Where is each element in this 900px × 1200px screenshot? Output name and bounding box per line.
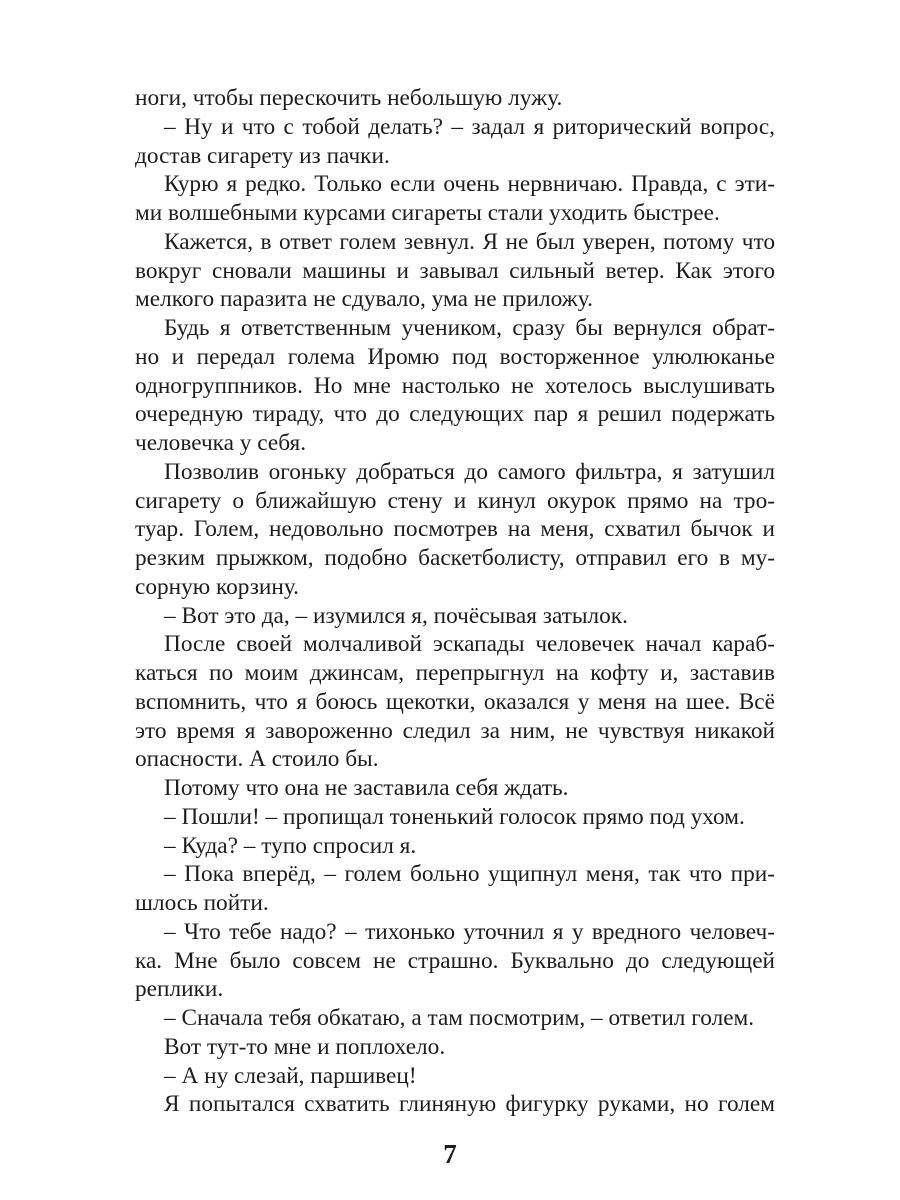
text-line: мелкого паразита не сдувало, ума не приложу. xyxy=(135,286,593,313)
text-line: После своей молчаливой эскапады человечек начал караб- xyxy=(164,631,775,658)
text-line: ка. Мне было совсем не страшно. Буквально до следующей xyxy=(135,947,775,974)
text-line: сорную корзину. xyxy=(135,573,299,600)
text-line: Будь я ответственным учеником, сразу бы вернулся обрат- xyxy=(164,315,775,341)
text-line: сигарету о ближайшую стену и кинул окурок прямо на тро- xyxy=(135,487,775,514)
text-line: Курю я редко. Только если очень нервничаю. Правда, с эти- xyxy=(164,171,775,198)
text-line: каться по моим джинсам, перепрыгнул на кофту и, заставив xyxy=(135,660,775,686)
text-line: очередную тираду, что до следующих пар я решил подержать xyxy=(135,401,775,428)
text-line: туар. Голем, недовольно посмотрев на меня, схватил бычок и xyxy=(135,516,775,543)
text-line: Я попытался схватить глиняную фигурку руками, но голем xyxy=(164,1091,775,1118)
text-line: – Пошли! – пропищал тоненький голосок прямо под ухом. xyxy=(164,803,745,830)
text-line: шлось пойти. xyxy=(135,890,269,916)
body-text xyxy=(135,84,775,1119)
text-line: опасности. А стоило бы. xyxy=(135,746,379,773)
text-line: реплики. xyxy=(135,976,224,1003)
text-line: резким прыжком, подобно баскетболисту, отправил его в му- xyxy=(135,545,775,571)
text-line: ноги, чтобы перескочить небольшую лужу. xyxy=(135,85,563,111)
text-line: Позволив огоньку добраться до самого фильтра, я затушил xyxy=(164,458,775,485)
text-line: это время я завороженно следил за ним, не чувствуя никакой xyxy=(135,717,775,744)
text-line: – Ну и что с тобой делать? – задал я риторический вопрос, xyxy=(164,113,775,140)
text-line: вокруг сновали машины и завывал сильный ветер. Как этого xyxy=(135,257,775,284)
text-line: – Вот это да, – изумился я, почёсывая затылок. xyxy=(164,602,628,629)
text-line: – Что тебе надо? – тихонько уточнил я у вредного человеч- xyxy=(164,918,775,945)
text-line: – Куда? – тупо спросил я. xyxy=(164,832,417,859)
text-line: вспомнить, что я боюсь щекотки, оказался у меня на шее. Всё xyxy=(135,688,775,715)
text-line: Вот тут-то мне и поплохело. xyxy=(164,1033,446,1060)
text-line: – Сначала тебя обкатаю, а там посмотрим, – ответил голем. xyxy=(164,1005,755,1031)
page-number: 7 xyxy=(443,1139,457,1169)
text-line: – Пока вперёд, – голем больно ущипнул меня, так что при- xyxy=(164,861,775,888)
text-line: Потому что она не заставила себя ждать. xyxy=(164,775,569,801)
text-line: достав сигарету из пачки. xyxy=(135,142,390,169)
text-line: но и передал голема Иромю под восторженное улюлюканье xyxy=(135,343,775,370)
text-line: одногруппников. Но мне настолько не хотелось выслушивать xyxy=(135,372,775,399)
text-line: Кажется, в ответ голем зевнул. Я не был уверен, потому что xyxy=(164,228,775,255)
text-line: человечка у себя. xyxy=(135,430,307,456)
text-line: ми волшебными курсами сигареты стали уходить быстрее. xyxy=(135,200,720,226)
text-line: – А ну слезай, паршивец! xyxy=(164,1062,417,1089)
